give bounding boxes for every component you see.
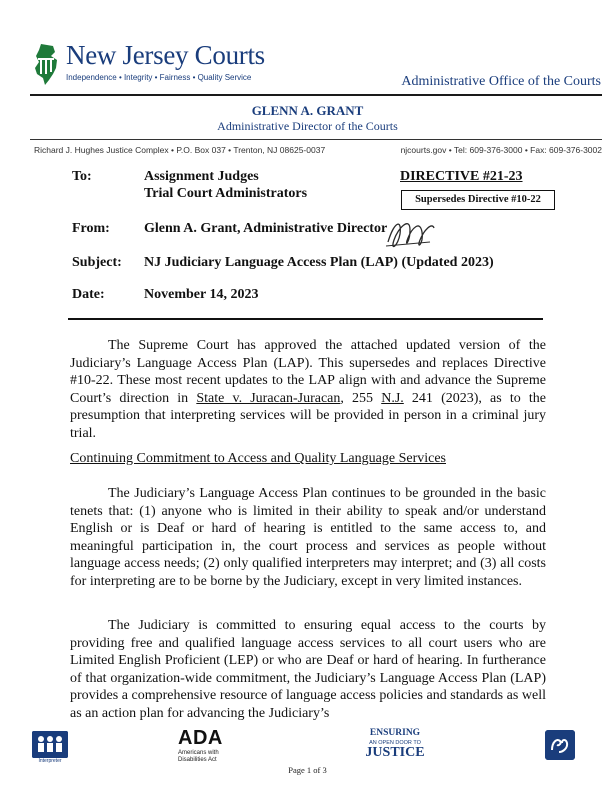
interpreter-label: Interpreter (38, 758, 62, 764)
address-divider (30, 139, 602, 140)
intro-text-a: The Supreme Court has approved the attached updated version of the Judiciary’s Language Access Plan (LAP). This supersedes and replaces Directive #10-22. These most recent updates to the LAP align with and advance the Supreme Court’s direction in (70, 338, 546, 406)
mailing-address: Richard J. Hughes Justice Complex • P.O. Box 037 • Trenton, NJ 08625-0037 (34, 145, 326, 155)
ada-line-1: Americans with (178, 750, 219, 756)
header-divider (30, 94, 602, 96)
supersedes-box: Supersedes Directive #10-22 (401, 190, 555, 210)
signature-icon (380, 212, 440, 258)
date-label: Date: (72, 287, 105, 302)
case-citation: State v. Juracan-Juracan (196, 390, 341, 406)
directive-number: DIRECTIVE #21-23 (400, 169, 523, 184)
intro-text-b: , 255 (340, 390, 382, 406)
ada-line-2: Disabilities Act (178, 757, 217, 763)
to-label: To: (72, 169, 92, 184)
from-value: Glenn A. Grant, Administrative Director (144, 221, 388, 236)
org-name: New Jersey Courts (66, 40, 265, 70)
date-value: November 14, 2023 (144, 287, 259, 302)
justice-logo-mid: AN OPEN DOOR TO (369, 740, 421, 746)
interpreter-icon (32, 731, 68, 758)
intro-text-c: 241 (2023), as to the presumption that interpreting services will be provided in person in a criminal jury trial. (70, 390, 547, 441)
director-name: GLENN A. GRANT (251, 103, 364, 118)
sign-language-icon (545, 730, 575, 760)
memo-divider (68, 318, 543, 320)
from-label: From: (72, 221, 110, 236)
section-heading: Continuing Commitment to Access and Quality Language Services (70, 451, 446, 466)
paragraph-commitment: The Judiciary is committed to ensuring equal access to the courts by providing free and qualified language access services to all court users who are Limited English Proficient (LEP) or who are Deaf or hard of hearing. In furtherance of that organization-wide commitment, the Judiciary’s Language Access Plan (LAP) provides a comprehensive resource of language access policies and standards as well as an action plan for advancing the Judiciary’s (70, 618, 546, 721)
subject-label: Subject: (72, 255, 122, 270)
to-recipient-1: Assignment Judges (144, 169, 259, 184)
office-name: Administrative Office of the Courts (401, 74, 601, 89)
justice-logo-bottom: JUSTICE (365, 745, 425, 760)
org-tagline: Independence • Integrity • Fairness • Quality Service (66, 73, 252, 82)
reporter-citation: N.J. (381, 390, 404, 406)
director-title: Administrative Director of the Courts (217, 119, 398, 133)
justice-logo-top: ENSURING (369, 728, 421, 738)
subject-value: NJ Judiciary Language Access Plan (LAP) (Updated 2023) (144, 255, 494, 270)
page-number: Page 1 of 3 (288, 765, 327, 775)
paragraph-intro (70, 337, 546, 443)
nj-state-outline-icon (31, 42, 61, 86)
contact-info: njcourts.gov • Tel: 609-376-3000 • Fax: 609-376-3002 (400, 145, 602, 155)
ada-subtitle (178, 750, 219, 764)
paragraph-tenets: The Judiciary’s Language Access Plan continues to be grounded in the basic tenets that: (1) anyone who is limited in their ability to speak and/or understand English or is Deaf or hard of hearing is entitled to the same access to, and meaningful participation in, the court process and services as people without language access needs; (2) only qualified interpreters may interpret; and (3) all costs for interpreting are to be borne by the Judiciary, except in very limited instances. (70, 486, 546, 589)
ada-logo: ADA (178, 727, 223, 749)
to-recipient-2: Trial Court Administrators (144, 186, 308, 201)
